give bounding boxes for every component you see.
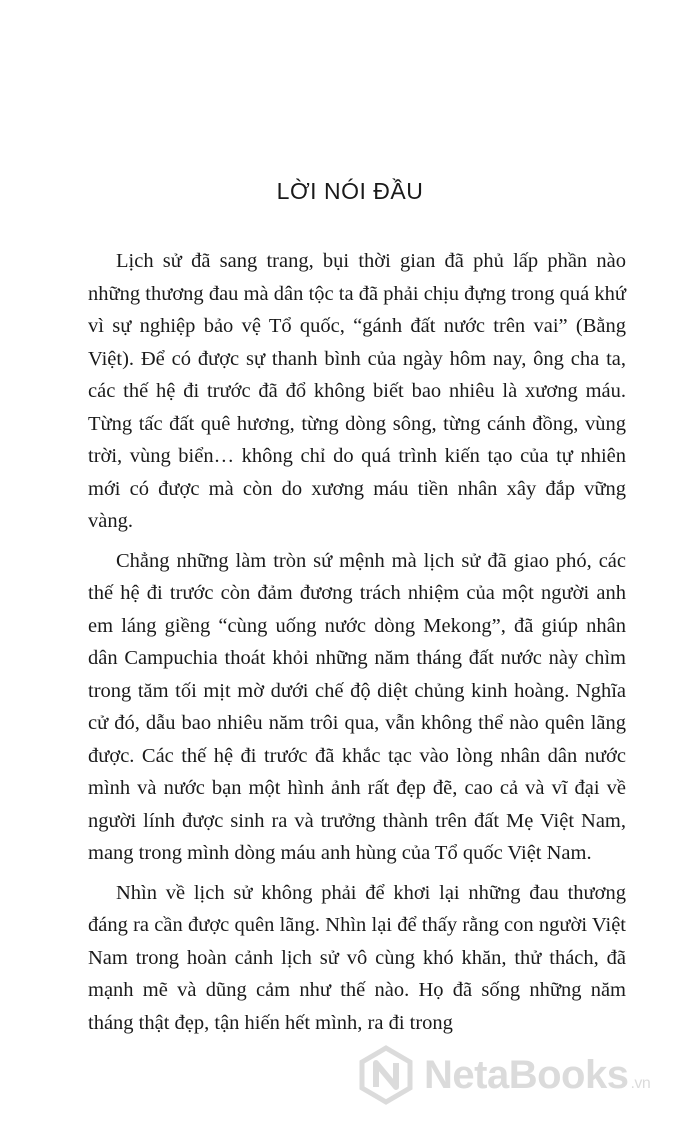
paragraph-3: Nhìn về lịch sử không phải để khơi lại những đau thương đáng ra cần được quên lãng. Nhìn lại để thấy rằng con người Việt Nam trong hoàn cảnh lịch sử vô cùng khó khăn, thử thách, đã mạnh mẽ và dũng cảm như thế nào. Họ đã sống những năm tháng thật đẹp, tận hiến hết mình, ra đi trong: [88, 881, 626, 1034]
watermark-brand: NetaBooks: [424, 1052, 629, 1097]
body-text: [88, 245, 626, 1046]
watermark-suffix: .vn: [630, 1074, 651, 1092]
paragraph-1: Lịch sử đã sang trang, bụi thời gian đã phủ lấp phần nào những thương đau mà dân tộc ta đã phải chịu đựng trong quá khứ vì sự nghiệp bảo vệ Tổ quốc, “gánh đất nước trên vai” (Bằng Việt). Để có được sự thanh bình của ngày hôm nay, ông cha ta, các thế hệ đi trước đã đổ không biết bao nhiêu là xương máu. Từng tấc đất quê hương, từng dòng sông, từng cánh đồng, vùng trời, vùng biển… không chỉ do quá trình kiến tạo của tự nhiên mới có được mà còn do xương máu tiền nhân xây đắp vững vàng.: [88, 250, 626, 532]
paragraph-2: Chẳng những làm tròn sứ mệnh mà lịch sử đã giao phó, các thế hệ đi trước còn đảm đương trách nhiệm của một người anh em láng giềng “cùng uống nước dòng Mekong”, đã giúp nhân dân Campuchia thoát khỏi những năm tháng đất nước này chìm trong tăm tối mịt mờ dưới chế độ diệt chủng kinh hoàng. Nghĩa cử đó, dẫu bao nhiêu năm trôi qua, vẫn không thể nào quên lãng được. Các thế hệ đi trước đã khắc tạc vào lòng nhân dân nước mình và nước bạn một hình ảnh rất đẹp đẽ, cao cả và vĩ đại về người lính được sinh ra và trưởng thành trên đất Mẹ Việt Nam, mang trong mình dòng máu anh hùng của Tổ quốc Việt Nam.: [88, 549, 626, 864]
netabooks-logo-icon: [356, 1045, 416, 1105]
watermark-text: [424, 1053, 650, 1098]
page-title: LỜI NÓI ĐẦU: [276, 178, 424, 204]
